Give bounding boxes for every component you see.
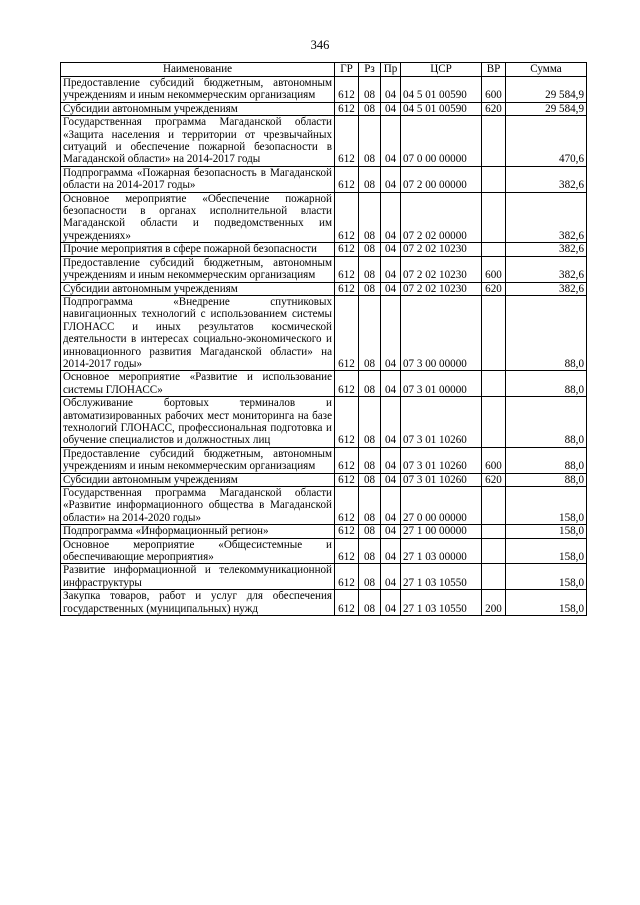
row-csr-cell: 07 2 02 10230 <box>401 256 482 282</box>
row-name-cell: Государственная программа Магаданской области «Развитие информационного общества в Магаданской области» на 2014-2020 годы» <box>61 487 335 525</box>
table-row <box>61 166 587 192</box>
row-gr-cell: 612 <box>335 256 359 282</box>
row-csr-cell: 27 0 00 00000 <box>401 487 482 525</box>
row-rz-cell: 08 <box>359 473 381 486</box>
row-rz-cell: 08 <box>359 487 381 525</box>
row-pr-cell: 04 <box>381 473 401 486</box>
row-name-cell: Предоставление субсидий бюджетным, автономным учреждениям и иным некоммерческим организациям <box>61 256 335 282</box>
row-gr-cell: 612 <box>335 447 359 473</box>
row-vr-cell: 620 <box>482 282 506 295</box>
row-sum-cell: 88,0 <box>506 371 587 397</box>
column-header-csr: ЦСР <box>401 63 482 77</box>
row-vr-cell: 200 <box>482 590 506 616</box>
row-pr-cell: 04 <box>381 102 401 115</box>
row-csr-cell: 07 2 00 00000 <box>401 166 482 192</box>
row-csr-cell: 07 3 01 10260 <box>401 473 482 486</box>
table-row <box>61 295 587 370</box>
row-vr-cell: 620 <box>482 102 506 115</box>
table-row <box>61 282 587 295</box>
row-gr-cell: 612 <box>335 295 359 370</box>
row-sum-cell: 158,0 <box>506 525 587 538</box>
row-gr-cell: 612 <box>335 473 359 486</box>
table-body <box>61 77 587 616</box>
row-pr-cell: 04 <box>381 564 401 590</box>
table-row <box>61 116 587 167</box>
row-vr-cell: 620 <box>482 473 506 486</box>
row-rz-cell: 08 <box>359 102 381 115</box>
row-sum-cell: 88,0 <box>506 473 587 486</box>
row-csr-cell: 07 3 01 10260 <box>401 397 482 448</box>
table-row <box>61 77 587 103</box>
row-name-cell: Подпрограмма «Пожарная безопасность в Магаданской области на 2014-2017 годы» <box>61 166 335 192</box>
row-pr-cell: 04 <box>381 487 401 525</box>
row-rz-cell: 08 <box>359 538 381 564</box>
row-gr-cell: 612 <box>335 397 359 448</box>
row-pr-cell: 04 <box>381 538 401 564</box>
table-row <box>61 243 587 256</box>
row-csr-cell: 07 2 02 10230 <box>401 282 482 295</box>
column-header-vr: ВР <box>482 63 506 77</box>
row-name-cell: Предоставление субсидий бюджетным, автономным учреждениям и иным некоммерческим организациям <box>61 447 335 473</box>
row-name-cell: Основное мероприятие «Обеспечение пожарной безопасности в органах исполнительной власти Магаданской области и подведомственных им учреждениях» <box>61 192 335 243</box>
header-row <box>61 63 587 77</box>
row-csr-cell: 07 3 00 00000 <box>401 295 482 370</box>
table-row <box>61 447 587 473</box>
row-gr-cell: 612 <box>335 538 359 564</box>
row-pr-cell: 04 <box>381 166 401 192</box>
row-rz-cell: 08 <box>359 116 381 167</box>
row-pr-cell: 04 <box>381 447 401 473</box>
row-vr-cell <box>482 538 506 564</box>
row-sum-cell: 470,6 <box>506 116 587 167</box>
row-sum-cell: 158,0 <box>506 590 587 616</box>
row-pr-cell: 04 <box>381 77 401 103</box>
row-gr-cell: 612 <box>335 243 359 256</box>
row-gr-cell: 612 <box>335 282 359 295</box>
row-sum-cell: 88,0 <box>506 397 587 448</box>
row-pr-cell: 04 <box>381 243 401 256</box>
row-gr-cell: 612 <box>335 77 359 103</box>
column-header-gr: ГР <box>335 63 359 77</box>
row-csr-cell: 27 1 03 10550 <box>401 564 482 590</box>
row-rz-cell: 08 <box>359 282 381 295</box>
row-gr-cell: 612 <box>335 102 359 115</box>
row-vr-cell: 600 <box>482 256 506 282</box>
row-vr-cell <box>482 371 506 397</box>
row-gr-cell: 612 <box>335 487 359 525</box>
row-name-cell: Основное мероприятие «Общесистемные и обеспечивающие мероприятия» <box>61 538 335 564</box>
row-gr-cell: 612 <box>335 371 359 397</box>
row-vr-cell <box>482 243 506 256</box>
row-rz-cell: 08 <box>359 192 381 243</box>
row-csr-cell: 07 3 01 10260 <box>401 447 482 473</box>
table-row <box>61 192 587 243</box>
table-row <box>61 590 587 616</box>
row-rz-cell: 08 <box>359 590 381 616</box>
row-sum-cell: 88,0 <box>506 295 587 370</box>
row-vr-cell <box>482 487 506 525</box>
row-rz-cell: 08 <box>359 243 381 256</box>
row-vr-cell <box>482 166 506 192</box>
row-sum-cell: 382,6 <box>506 166 587 192</box>
row-vr-cell <box>482 295 506 370</box>
row-csr-cell: 27 1 00 00000 <box>401 525 482 538</box>
row-pr-cell: 04 <box>381 525 401 538</box>
column-header-pr: Пр <box>381 63 401 77</box>
row-sum-cell: 382,6 <box>506 256 587 282</box>
table-row <box>61 371 587 397</box>
row-name-cell: Государственная программа Магаданской области «Защита населения и территории от чрезвычайных ситуаций и обеспечение пожарной безопасности в Магаданской области» на 2014-2017 годы <box>61 116 335 167</box>
row-gr-cell: 612 <box>335 564 359 590</box>
budget-table <box>60 62 587 616</box>
table-row <box>61 102 587 115</box>
row-rz-cell: 08 <box>359 77 381 103</box>
row-name-cell: Закупка товаров, работ и услуг для обеспечения государственных (муниципальных) нужд <box>61 590 335 616</box>
row-rz-cell: 08 <box>359 447 381 473</box>
row-pr-cell: 04 <box>381 256 401 282</box>
row-sum-cell: 29 584,9 <box>506 77 587 103</box>
row-name-cell: Предоставление субсидий бюджетным, автономным учреждениям и иным некоммерческим организациям <box>61 77 335 103</box>
column-header-rz: Рз <box>359 63 381 77</box>
column-header-name: Наименование <box>61 63 335 77</box>
row-name-cell: Развитие информационной и телекоммуникационной инфраструктуры <box>61 564 335 590</box>
row-vr-cell: 600 <box>482 77 506 103</box>
table-row <box>61 397 587 448</box>
row-csr-cell: 07 2 02 10230 <box>401 243 482 256</box>
row-sum-cell: 29 584,9 <box>506 102 587 115</box>
row-rz-cell: 08 <box>359 397 381 448</box>
row-sum-cell: 88,0 <box>506 447 587 473</box>
row-sum-cell: 382,6 <box>506 282 587 295</box>
row-name-cell: Основное мероприятие «Развитие и использование системы ГЛОНАСС» <box>61 371 335 397</box>
row-vr-cell <box>482 116 506 167</box>
row-csr-cell: 27 1 03 00000 <box>401 538 482 564</box>
table-row <box>61 487 587 525</box>
row-sum-cell: 158,0 <box>506 564 587 590</box>
row-sum-cell: 158,0 <box>506 538 587 564</box>
row-vr-cell <box>482 397 506 448</box>
row-gr-cell: 612 <box>335 166 359 192</box>
row-sum-cell: 382,6 <box>506 192 587 243</box>
table-row <box>61 538 587 564</box>
row-pr-cell: 04 <box>381 116 401 167</box>
row-csr-cell: 04 5 01 00590 <box>401 102 482 115</box>
row-vr-cell <box>482 564 506 590</box>
row-pr-cell: 04 <box>381 282 401 295</box>
row-pr-cell: 04 <box>381 192 401 243</box>
row-gr-cell: 612 <box>335 525 359 538</box>
row-gr-cell: 612 <box>335 590 359 616</box>
row-pr-cell: 04 <box>381 295 401 370</box>
table-row <box>61 525 587 538</box>
row-name-cell: Субсидии автономным учреждениям <box>61 282 335 295</box>
table-row <box>61 256 587 282</box>
row-pr-cell: 04 <box>381 397 401 448</box>
column-header-sum: Сумма <box>506 63 587 77</box>
row-name-cell: Прочие мероприятия в сфере пожарной безопасности <box>61 243 335 256</box>
row-vr-cell <box>482 525 506 538</box>
row-sum-cell: 158,0 <box>506 487 587 525</box>
row-name-cell: Субсидии автономным учреждениям <box>61 473 335 486</box>
row-csr-cell: 07 2 02 00000 <box>401 192 482 243</box>
row-name-cell: Подпрограмма «Информационный регион» <box>61 525 335 538</box>
row-vr-cell: 600 <box>482 447 506 473</box>
row-rz-cell: 08 <box>359 525 381 538</box>
row-pr-cell: 04 <box>381 590 401 616</box>
row-rz-cell: 08 <box>359 256 381 282</box>
row-sum-cell: 382,6 <box>506 243 587 256</box>
table-header <box>61 63 587 77</box>
row-rz-cell: 08 <box>359 166 381 192</box>
row-pr-cell: 04 <box>381 371 401 397</box>
row-rz-cell: 08 <box>359 295 381 370</box>
row-name-cell: Субсидии автономным учреждениям <box>61 102 335 115</box>
row-csr-cell: 07 3 01 00000 <box>401 371 482 397</box>
table-row <box>61 564 587 590</box>
page-number: 346 <box>310 38 330 52</box>
row-rz-cell: 08 <box>359 371 381 397</box>
row-gr-cell: 612 <box>335 192 359 243</box>
row-name-cell: Обслуживание бортовых терминалов и автоматизированных рабочих мест мониторинга на базе технологий ГЛОНАСС, профессиональная подготовка и обучение специалистов и должностных лиц <box>61 397 335 448</box>
row-name-cell: Подпрограмма «Внедрение спутниковых навигационных технологий с использованием системы ГЛОНАСС и иных результатов космической деятельности в интересах социально-экономического и инновационного развития Магаданской области» на 2014-2017 годы» <box>61 295 335 370</box>
row-csr-cell: 07 0 00 00000 <box>401 116 482 167</box>
row-rz-cell: 08 <box>359 564 381 590</box>
table-row <box>61 473 587 486</box>
row-vr-cell <box>482 192 506 243</box>
row-csr-cell: 04 5 01 00590 <box>401 77 482 103</box>
row-gr-cell: 612 <box>335 116 359 167</box>
row-csr-cell: 27 1 03 10550 <box>401 590 482 616</box>
